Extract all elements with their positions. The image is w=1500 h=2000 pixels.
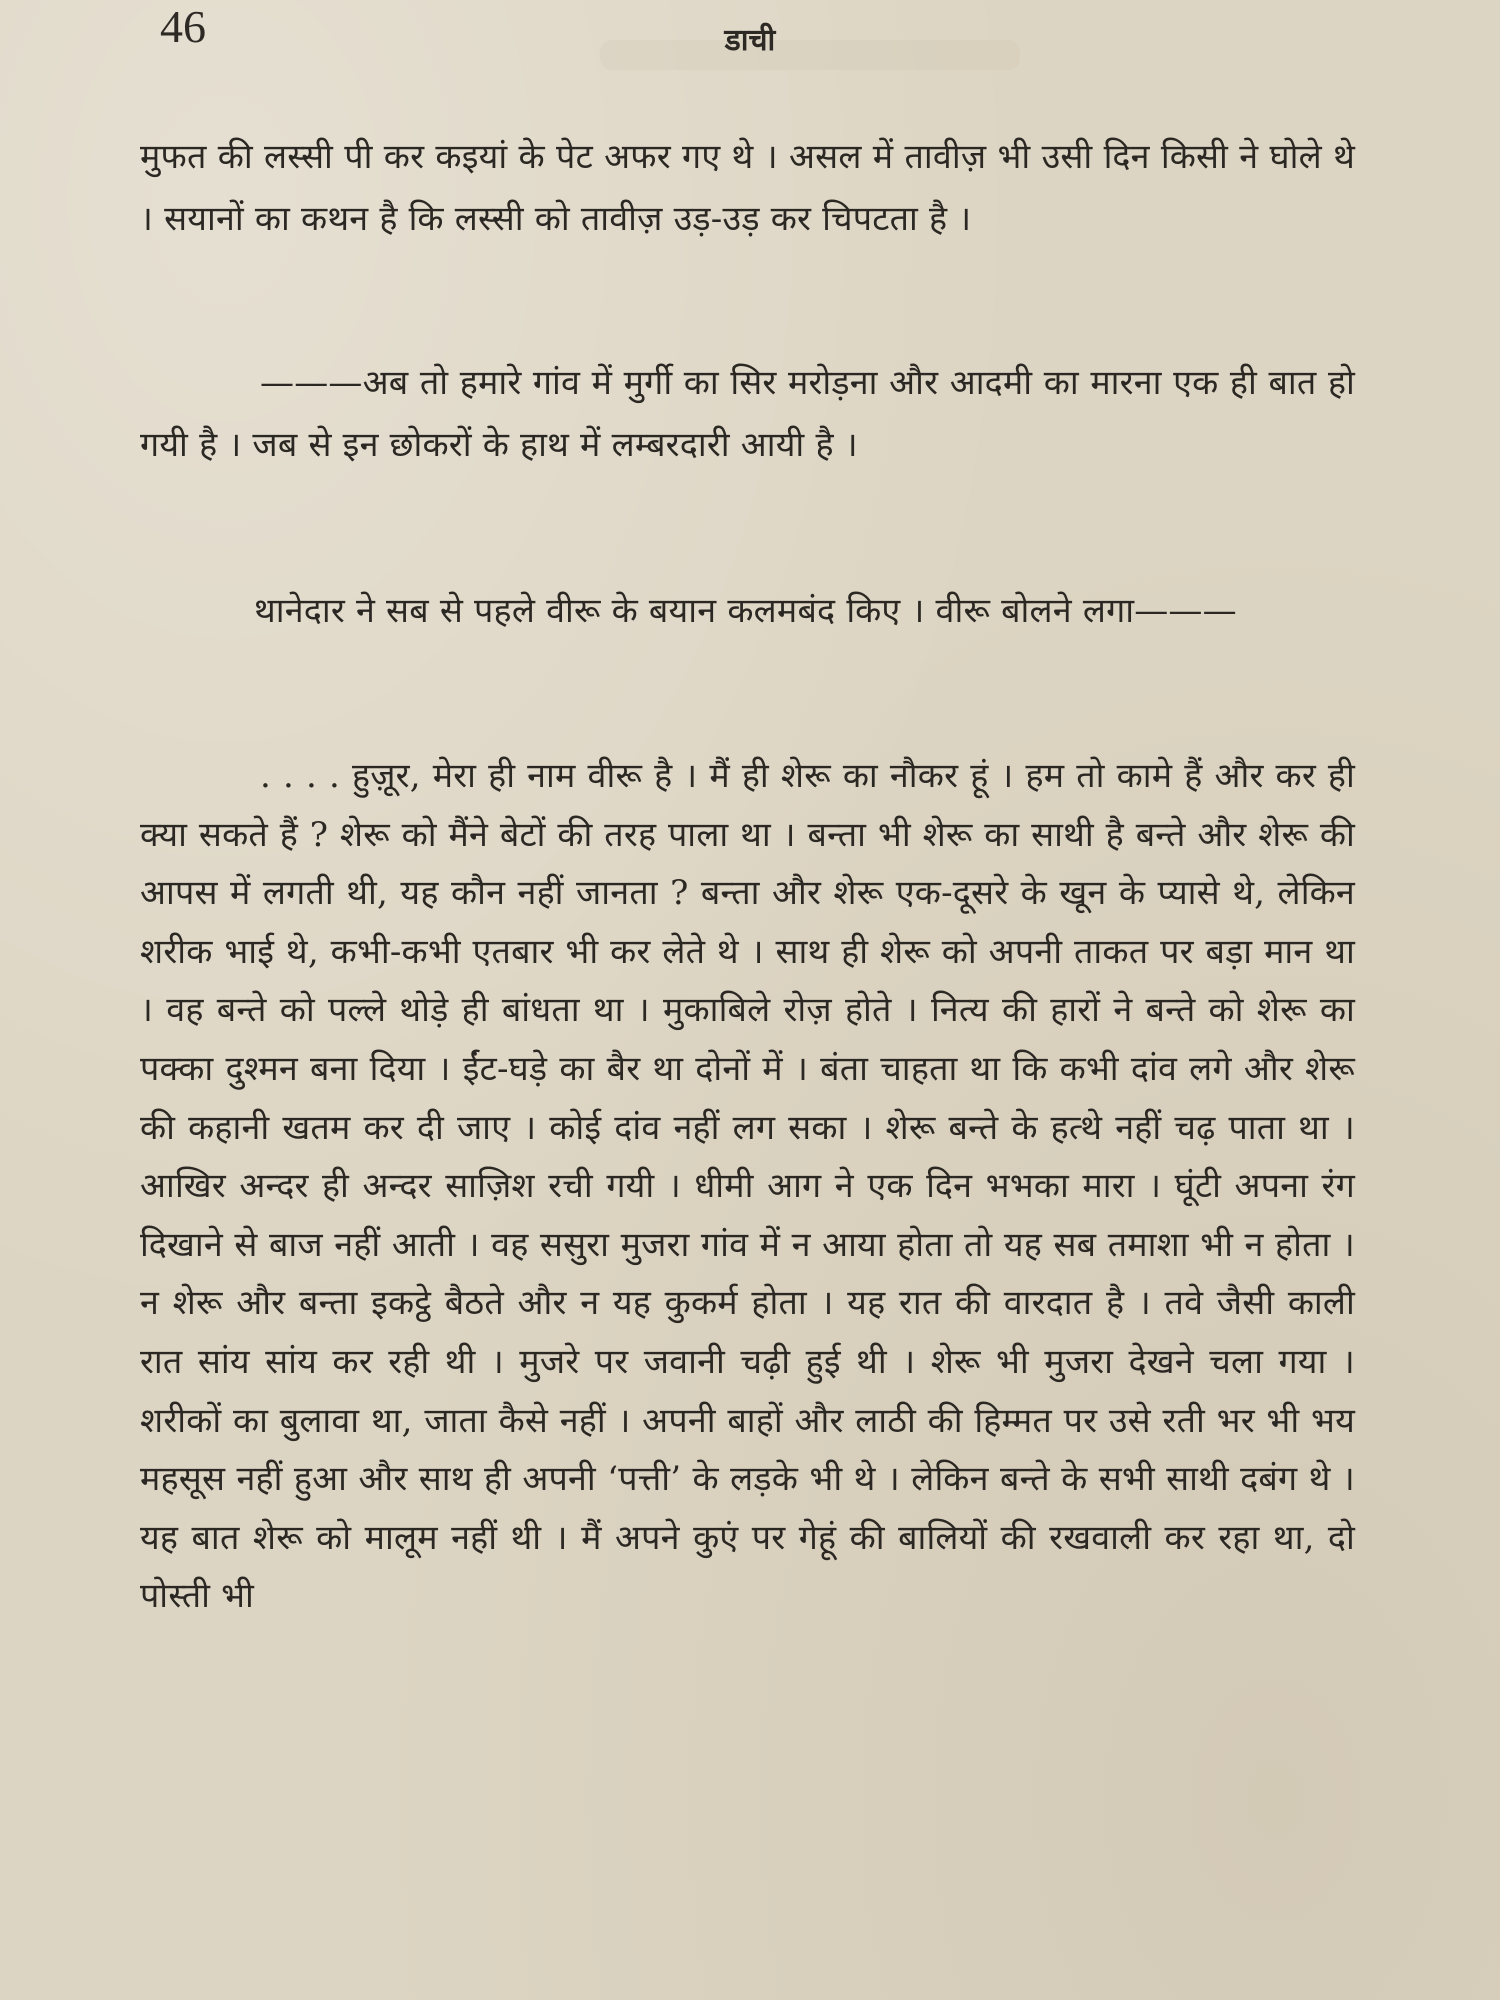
paragraph-1: मुफत की लस्सी पी कर कइयां के पेट अफर गए थे । असल में तावीज़ भी उसी दिन किसी ने घोले थे । सयानों का कथन है कि लस्सी को तावीज़ उड़-उड़ कर चिपटता है । — [140, 137, 1355, 239]
paragraph-2: ———अब तो हमारे गांव में मुर्गी का सिर मरोड़ना और आदमी का मारना एक ही बात हो गयी है । जब से इन छोकरों के हाथ में लम्बरदारी आयी है । — [140, 363, 1355, 465]
paragraph-3: थानेदार ने सब से पहले वीरू के बयान कलमबंद किए । वीरू बोलने लगा——— — [254, 591, 1237, 631]
page-number: 46 — [160, 1, 206, 52]
paragraph-4: . . . . हुज़ूर, मेरा ही नाम वीरू है । मैं ही शेरू का नौकर हूं । हम तो कामे हैं और कर ही क्या सकते हैं ? शेरू को मैंने बेटों की तरह पाला था । बन्ता भी शेरू का साथी है बन्ते और शेरू की आपस में लगती थी, यह कौन नहीं जानता ? बन्ता और शेरू एक-दूसरे के खून के प्यासे थे, लेकिन शरीक भाई थे, कभी-कभी एतबार भी कर लेते थे । साथ ही शेरू को अपनी ताकत पर बड़ा मान था । वह बन्ते को पल्ले थोड़े ही बांधता था । मुकाबिले रोज़ होते । नित्य की हारों ने बन्ते को शेरू का पक्का दुश्मन बना दिया । ईंट-घड़े का बैर था दोनों में । बंता चाहता था कि कभी दांव लगे और शेरू की कहानी खतम कर दी जाए । कोई दांव नहीं लग सका । शेरू बन्ते के हत्थे नहीं चढ़ पाता था । आखिर अन्दर ही अन्दर साज़िश रची गयी । धीमी आग ने एक दिन भभका मारा । घूंटी अपना रंग दिखाने से बाज नहीं आती । वह ससुरा मुजरा गांव में न आया होता तो यह सब तमाशा भी न होता । न शेरू और बन्ता इकट्ठे बैठते और न यह कुकर्म होता । यह रात की वारदात है । तवे जैसी काली रात सांय सांय कर रही थी । मुजरे पर जवानी चढ़ी हुई थी । शेरू भी मुजरा देखने चला गया । शरीकों का बुलावा था, जाता कैसे नहीं । अपनी बाहों और लाठी की हिम्मत पर उसे रती भर भी भय महसूस नहीं हुआ और साथ ही अपनी ‘पत्ती’ के लड़के भी थे । लेकिन बन्ते के सभी साथी दबंग थे । यह बात शेरू को मालूम नहीं थी । मैं अपने कुएं पर गेहूं की बालियों की रखवाली कर रहा था, दो पोस्ती भी — [140, 756, 1355, 1617]
running-title: डाची — [724, 23, 776, 58]
